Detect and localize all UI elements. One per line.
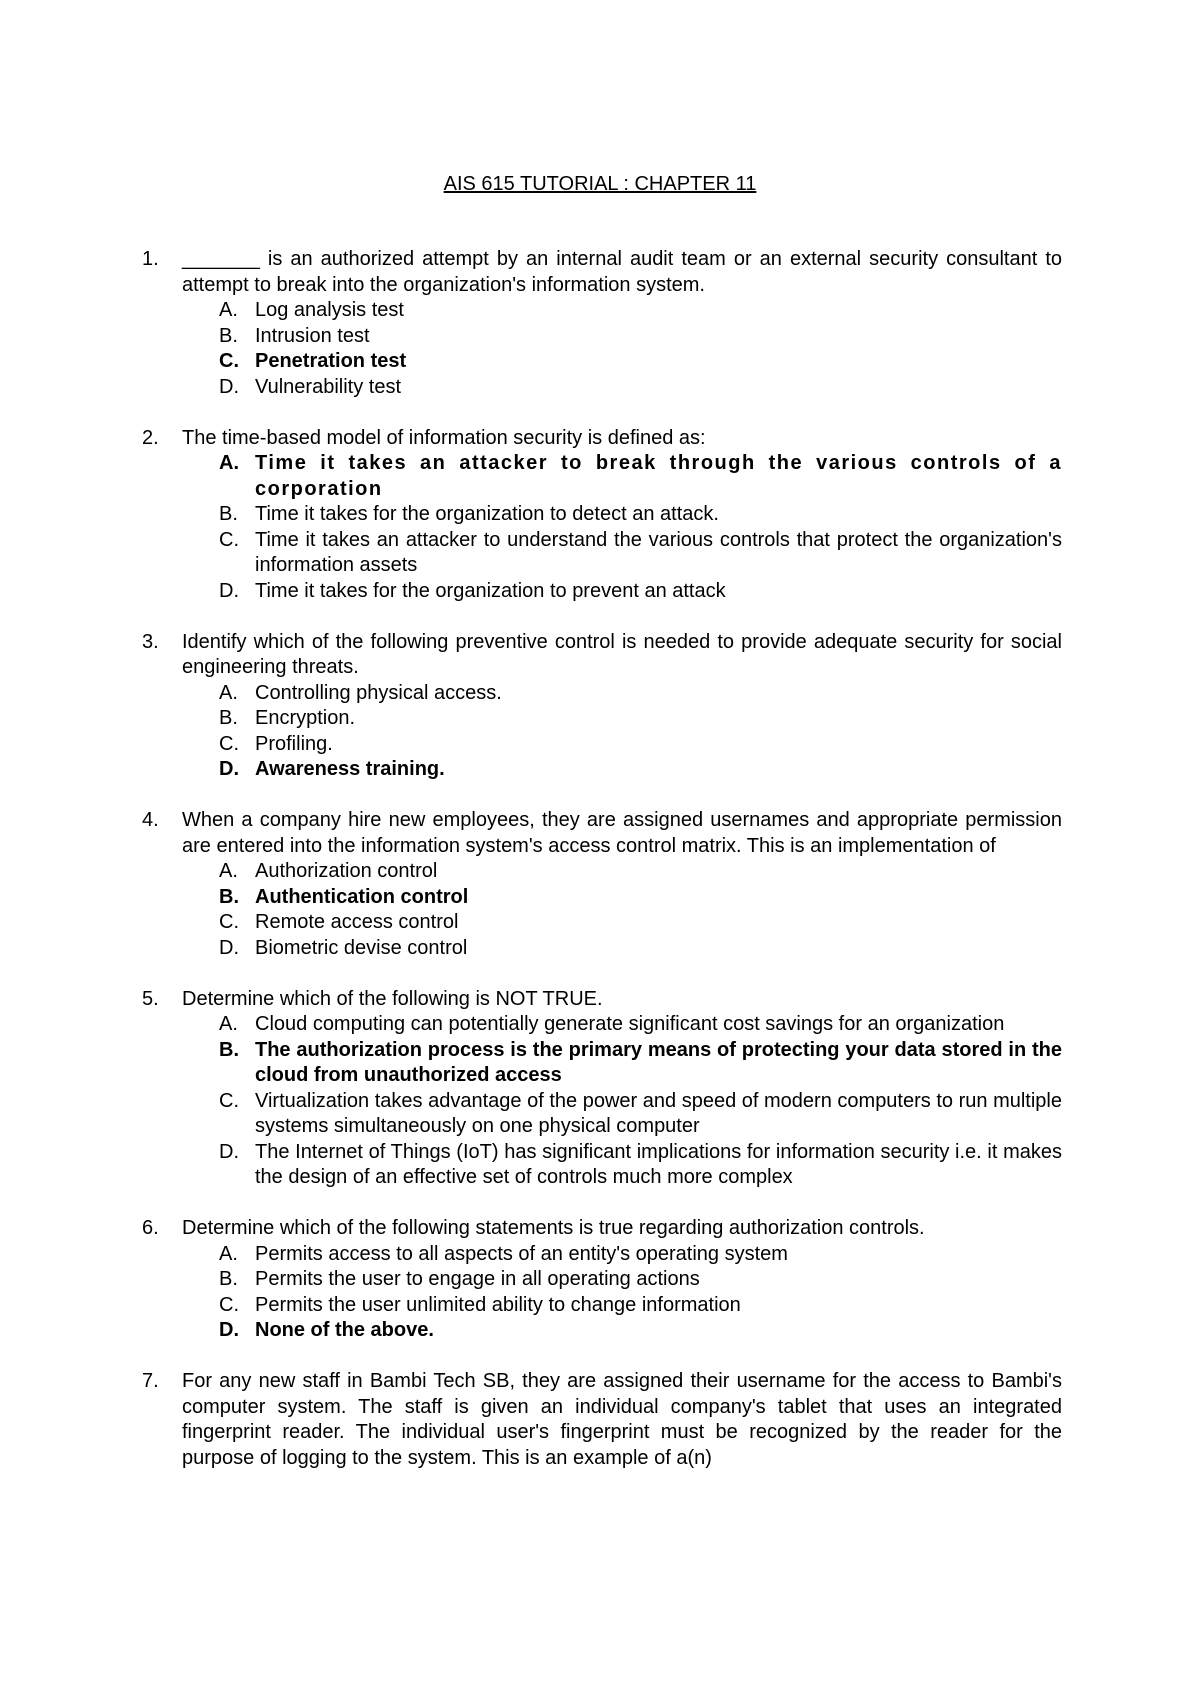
option-text: Time it takes for the organization to prevent an attack xyxy=(255,579,726,602)
answer-option xyxy=(182,375,1062,401)
question-item xyxy=(142,247,1062,400)
question-text: When a company hire new employees, they are assigned usernames and appropriate permission are entered into the information system's access control matrix. This is an implementation of xyxy=(182,809,1062,857)
question-item xyxy=(142,808,1062,961)
option-text: Penetration test xyxy=(255,350,407,372)
option-text: Permits access to all aspects of an entity's operating system xyxy=(255,1242,788,1265)
option-list xyxy=(182,1242,1062,1344)
option-letter: B. xyxy=(219,1268,238,1290)
question-number: 3. xyxy=(142,630,159,653)
option-text: The Internet of Things (IoT) has significant implications for information security i.e. it makes the design of an effective set of controls much more complex xyxy=(255,1140,1062,1188)
option-letter: C. xyxy=(219,528,239,551)
question-list xyxy=(142,247,1062,1497)
option-text: Profiling. xyxy=(255,732,333,755)
answer-option xyxy=(182,1293,1062,1319)
answer-option xyxy=(182,1242,1062,1268)
answer-option xyxy=(182,732,1062,758)
answer-option-correct xyxy=(182,451,1062,502)
answer-option-correct xyxy=(182,757,1062,783)
answer-option-correct xyxy=(182,885,1062,911)
option-letter: C. xyxy=(219,1293,239,1316)
option-letter: C. xyxy=(219,1089,239,1112)
question-item xyxy=(142,987,1062,1191)
option-text: Permits the user to engage in all operating actions xyxy=(255,1268,700,1290)
option-letter: D. xyxy=(219,758,239,780)
option-text: Encryption. xyxy=(255,707,356,729)
option-text: Virtualization takes advantage of the power and speed of modern computers to run multiple systems simultaneously on one physical computer xyxy=(255,1089,1062,1137)
option-letter: D. xyxy=(219,1319,239,1341)
option-letter: A. xyxy=(219,860,238,882)
option-letter: C. xyxy=(219,911,239,933)
option-letter: A. xyxy=(219,1013,238,1035)
option-text: Cloud computing can potentially generate significant cost savings for an organization xyxy=(255,1013,1005,1035)
question-number: 4. xyxy=(142,809,159,831)
option-letter: B. xyxy=(219,503,238,525)
option-text: None of the above. xyxy=(255,1319,434,1341)
answer-option xyxy=(182,579,1062,605)
answer-option xyxy=(182,681,1062,707)
option-text: Permits the user unlimited ability to change information xyxy=(255,1293,741,1316)
question-number: 6. xyxy=(142,1217,159,1239)
question-number: 7. xyxy=(142,1370,159,1392)
answer-option xyxy=(182,502,1062,528)
question-number: 5. xyxy=(142,987,159,1010)
question-text: Determine which of the following statements is true regarding authorization controls. xyxy=(182,1217,925,1239)
answer-option xyxy=(182,1012,1062,1038)
option-letter: A. xyxy=(219,452,239,474)
option-letter: B. xyxy=(219,324,238,347)
option-text: Time it takes for the organization to detect an attack. xyxy=(255,503,719,525)
answer-option xyxy=(182,910,1062,936)
question-item xyxy=(142,426,1062,605)
option-letter: D. xyxy=(219,936,239,959)
option-letter: D. xyxy=(219,1140,239,1163)
option-letter: C. xyxy=(219,732,239,755)
question-number: 1. xyxy=(142,248,159,270)
answer-option xyxy=(182,1140,1062,1191)
question-item xyxy=(142,630,1062,783)
question-text: For any new staff in Bambi Tech SB, they are assigned their username for the access to Bambi's computer system. The staff is given an individual company's tablet that uses an integrated fingerprint reader. The individual user's fingerprint must be recognized by the reader for the purpose of logging to the system. This is an example of a(n) xyxy=(182,1370,1062,1469)
option-letter: A. xyxy=(219,299,238,321)
option-text: Time it takes an attacker to break through the various controls of a corporation xyxy=(255,452,1062,500)
option-list xyxy=(182,1012,1062,1191)
answer-option xyxy=(182,1267,1062,1293)
option-text: Awareness training. xyxy=(255,758,445,780)
answer-option xyxy=(182,324,1062,350)
option-letter: D. xyxy=(219,579,239,602)
option-text: Log analysis test xyxy=(255,299,404,321)
option-letter: B. xyxy=(219,1038,239,1061)
option-list xyxy=(182,681,1062,783)
answer-option xyxy=(182,528,1062,579)
question-number: 2. xyxy=(142,426,159,449)
option-letter: A. xyxy=(219,1242,238,1265)
answer-option xyxy=(182,936,1062,962)
question-text: _______ is an authorized attempt by an internal audit team or an external security consultant to attempt to break into the organization's information system. xyxy=(182,248,1062,296)
question-item xyxy=(142,1216,1062,1344)
answer-option xyxy=(182,859,1062,885)
option-letter: D. xyxy=(219,375,239,398)
option-text: The authorization process is the primary means of protecting your data stored in the cloud from unauthorized access xyxy=(255,1038,1062,1086)
option-text: Controlling physical access. xyxy=(255,681,502,704)
option-letter: B. xyxy=(219,885,239,908)
question-item xyxy=(142,1369,1062,1471)
option-list xyxy=(182,859,1062,961)
question-text: Identify which of the following preventive control is needed to provide adequate security for social engineering threats. xyxy=(182,630,1062,678)
answer-option xyxy=(182,1089,1062,1140)
answer-option xyxy=(182,706,1062,732)
option-text: Time it takes an attacker to understand the various controls that protect the organization's information assets xyxy=(255,528,1062,576)
answer-option-correct xyxy=(182,1318,1062,1344)
answer-option-correct xyxy=(182,349,1062,375)
option-text: Authorization control xyxy=(255,860,438,882)
option-text: Vulnerability test xyxy=(255,375,401,398)
option-list xyxy=(182,451,1062,604)
answer-option xyxy=(182,298,1062,324)
option-letter: C. xyxy=(219,350,239,372)
option-text: Biometric devise control xyxy=(255,936,468,959)
question-text: Determine which of the following is NOT TRUE. xyxy=(182,987,603,1010)
question-text: The time-based model of information security is defined as: xyxy=(182,426,706,449)
option-text: Remote access control xyxy=(255,911,459,933)
option-text: Intrusion test xyxy=(255,324,370,347)
option-list xyxy=(182,298,1062,400)
answer-option-correct xyxy=(182,1038,1062,1089)
option-letter: B. xyxy=(219,707,238,729)
page-title: AIS 615 TUTORIAL : CHAPTER 11 xyxy=(443,173,757,195)
option-text: Authentication control xyxy=(255,885,469,908)
option-letter: A. xyxy=(219,681,238,704)
